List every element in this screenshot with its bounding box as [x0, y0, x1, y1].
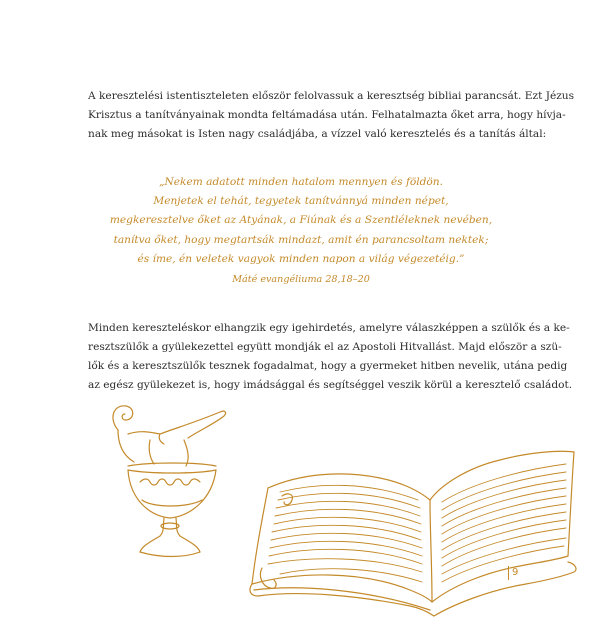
- closing-line: resztszülők a gyülekezettel együtt mondják el az Apostoli Hitvallást. Majd először a szü-: [88, 341, 562, 353]
- page-number: 9: [508, 566, 518, 580]
- quote-citation: Máté evangéliuma 28,18–20: [232, 274, 370, 286]
- closing-line: lők és a keresztszülők tesznek fogadalmat, hogy a gyermeket hitben nevelik, utána pedig: [88, 360, 568, 372]
- quote-line: „Nekem adatott minden hatalom mennyen és földön.: [159, 176, 443, 188]
- intro-line: A keresztelési istentiszteleten először felolvassuk a keresztség bibliai parancsát. Ezt Jézus: [88, 90, 575, 102]
- quote-line: megkeresztelve őket az Atyának, a Fiúnak és a Szentléleknek nevében,: [109, 214, 493, 227]
- closing-line: az egész gyülekezet is, hogy imádsággal és segítséggel veszik körül a keresztelő családot.: [88, 379, 573, 391]
- pitcher-and-chalice-icon: [113, 406, 226, 557]
- quote-line: Menjetek el tehát, tegyetek tanítvánnyá minden népet,: [153, 195, 449, 208]
- closing-line: Minden kereszteléskor elhangzik egy igehirdetés, amelyre válaszképpen a szülők és a ke-: [88, 322, 570, 334]
- intro-line: Krisztus a tanítványainak mondta feltámadása után. Felhatalmazta őket arra, hogy hívja-: [88, 109, 566, 121]
- quote-line: és íme, én veletek vagyok minden napon a világ végezetéig.”: [137, 252, 465, 265]
- quote-line: tanítva őket, hogy megtartsák mindazt, amit én parancsoltam nektek;: [113, 233, 489, 246]
- open-bible-icon: [250, 451, 576, 616]
- intro-line: nak meg másokat is Isten nagy családjába, a vízzel való keresztelés és a tanítás által:: [88, 128, 547, 140]
